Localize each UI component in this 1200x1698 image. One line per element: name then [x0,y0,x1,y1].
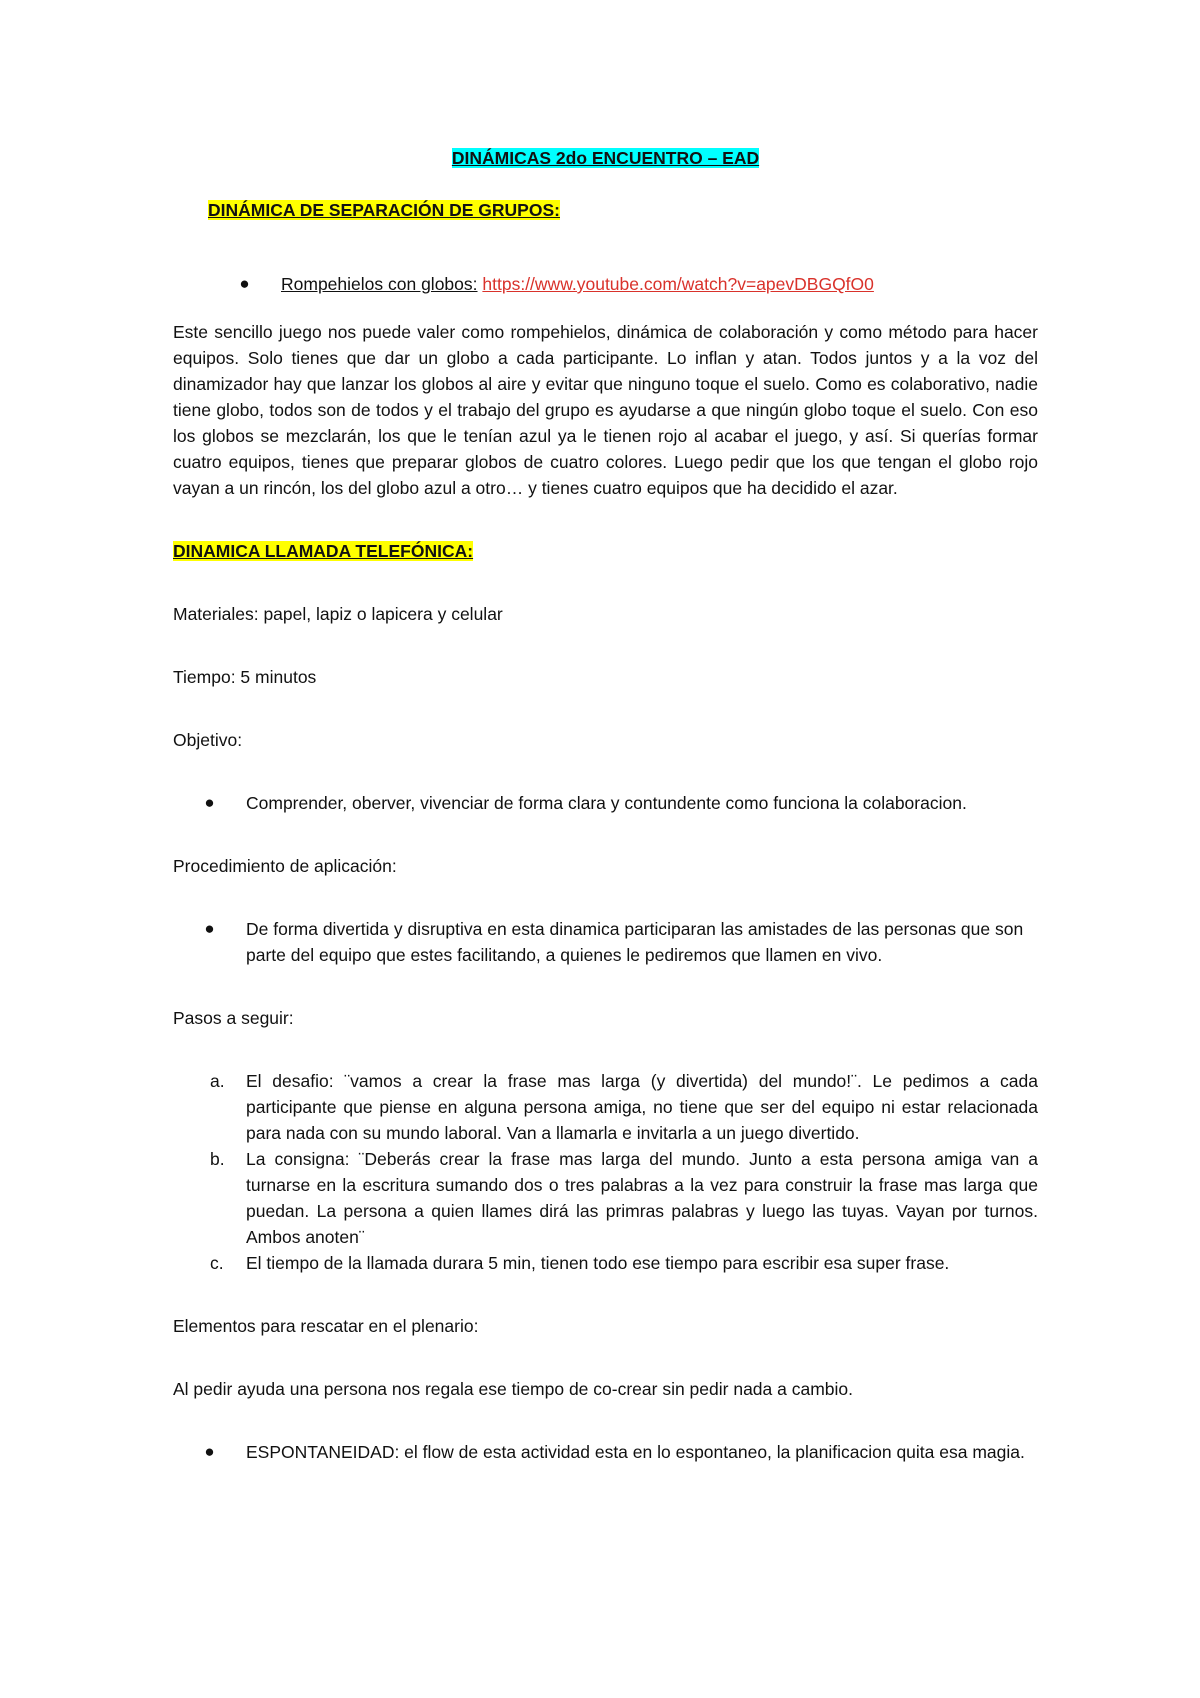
objective-label: Objetivo: [173,730,243,750]
plenary-text: Al pedir ayuda una persona nos regala ese tiempo de co-crear sin pedir nada a cambio. [173,1379,853,1399]
spacer [173,564,1038,601]
balloon-bullet-list [173,271,1038,297]
page-title [173,145,1038,171]
objective-bullet-list [173,790,1038,816]
document-body [173,145,1038,1465]
step-marker: b. [210,1149,225,1169]
plenary-label: Elementos para rescatar en el plenario: [173,1316,479,1336]
section-heading-group-separation [173,197,1038,223]
section-heading-text: DINAMICA LLAMADA TELEFÓNICA: [173,541,474,561]
spontaneity-bullet-list [173,1439,1038,1465]
section-heading-text: DINÁMICA DE SEPARACIÓN DE GRUPOS: [208,200,560,220]
spacer [173,1031,1038,1068]
youtube-link[interactable]: https://www.youtube.com/watch?v=apevDBGQfO0 [482,274,874,294]
spacer [173,223,1038,271]
spacer [173,1402,1038,1439]
bullet-icon: ● [204,919,215,938]
spacer [173,690,1038,727]
step-marker: a. [210,1071,225,1091]
list-item [173,1250,1038,1276]
spacer [173,1339,1038,1376]
list-item [173,1439,1038,1465]
spacer [173,297,1038,319]
procedure-label: Procedimiento de aplicación: [173,856,397,876]
list-item [173,271,1038,297]
spacer [173,968,1038,1005]
list-item [173,1146,1038,1250]
step-text: El tiempo de la llamada durara 5 min, tienen todo ese tiempo para escribir esa super frase. [246,1253,950,1273]
spacer [173,879,1038,916]
list-item [173,790,1038,816]
spacer [173,816,1038,853]
steps-list [173,1068,1038,1276]
step-marker: c. [210,1253,224,1273]
spontaneity-text: ESPONTANEIDAD: el flow de esta actividad esta en lo espontaneo, la planificacion quita esa magia. [246,1442,1025,1462]
bullet-icon: ● [204,793,215,812]
step-text: La consigna: ¨Deberás crear la frase mas larga del mundo. Junto a esta persona amiga van a turnarse en la escritura sumando dos o tres palabras a la vez para construir la frase mas larga que puedan. La persona a quien llames dirá las primras palabras y luego las tuyas. Vayan por turnos. Ambos anoten¨ [246,1149,1038,1247]
balloon-description-paragraph: Este sencillo juego nos puede valer como rompehielos, dinámica de colaboración y como método para hacer equipos. Solo tienes que dar un globo a cada participante. Lo inflan y atan. Todos juntos y a la voz del dinamizador hay que lanzar los globos al aire y evitar que ninguno toque el suelo. Como es colaborativo, nadie tiene globo, todos son de todos y el trabajo del grupo es ayudarse a que ningún globo toque el suelo. Con eso los globos se mezclarán, los que le tenían azul ya le tienen rojo al acabar el juego, y así. Si querías formar cuatro equipos, tienes que preparar globos de cuatro colores. Luego pedir que los que tengan el globo rojo vayan a un rincón, los del globo azul a otro… y tienes cuatro equipos que ha decidido el azar. [173,322,1038,498]
spacer [173,501,1038,538]
spacer [173,753,1038,790]
step-text: El desafio: ¨vamos a crear la frase mas larga (y divertida) del mundo!¨. Le pedimos a cada participante que piense en alguna persona amiga, no tiene que ser del equipo ni estar relacionada para nada con su mundo laboral. Van a llamarla e invitarla a un juego divertido. [246,1071,1038,1143]
spacer [173,171,1038,197]
spacer [173,627,1038,664]
steps-label: Pasos a seguir: [173,1008,294,1028]
bullet-icon: ● [239,274,250,293]
time-line: Tiempo: 5 minutos [173,667,317,687]
procedure-bullet-list [173,916,1038,968]
list-item [173,1068,1038,1146]
section-heading-phone-call [173,538,1038,564]
bullet-icon: ● [204,1442,215,1461]
spacer [173,1276,1038,1313]
materials-line: Materiales: papel, lapiz o lapicera y celular [173,604,503,624]
bullet-label: Rompehielos con globos: [281,274,478,294]
objective-text: Comprender, oberver, vivenciar de forma clara y contundente como funciona la colaboracion. [246,793,967,813]
title-text: DINÁMICAS 2do ENCUENTRO – EAD [451,148,760,168]
procedure-text: De forma divertida y disruptiva en esta dinamica participaran las amistades de las personas que son parte del equipo que estes facilitando, a quienes le pediremos que llamen en vivo. [246,919,1024,965]
list-item [173,916,1038,968]
